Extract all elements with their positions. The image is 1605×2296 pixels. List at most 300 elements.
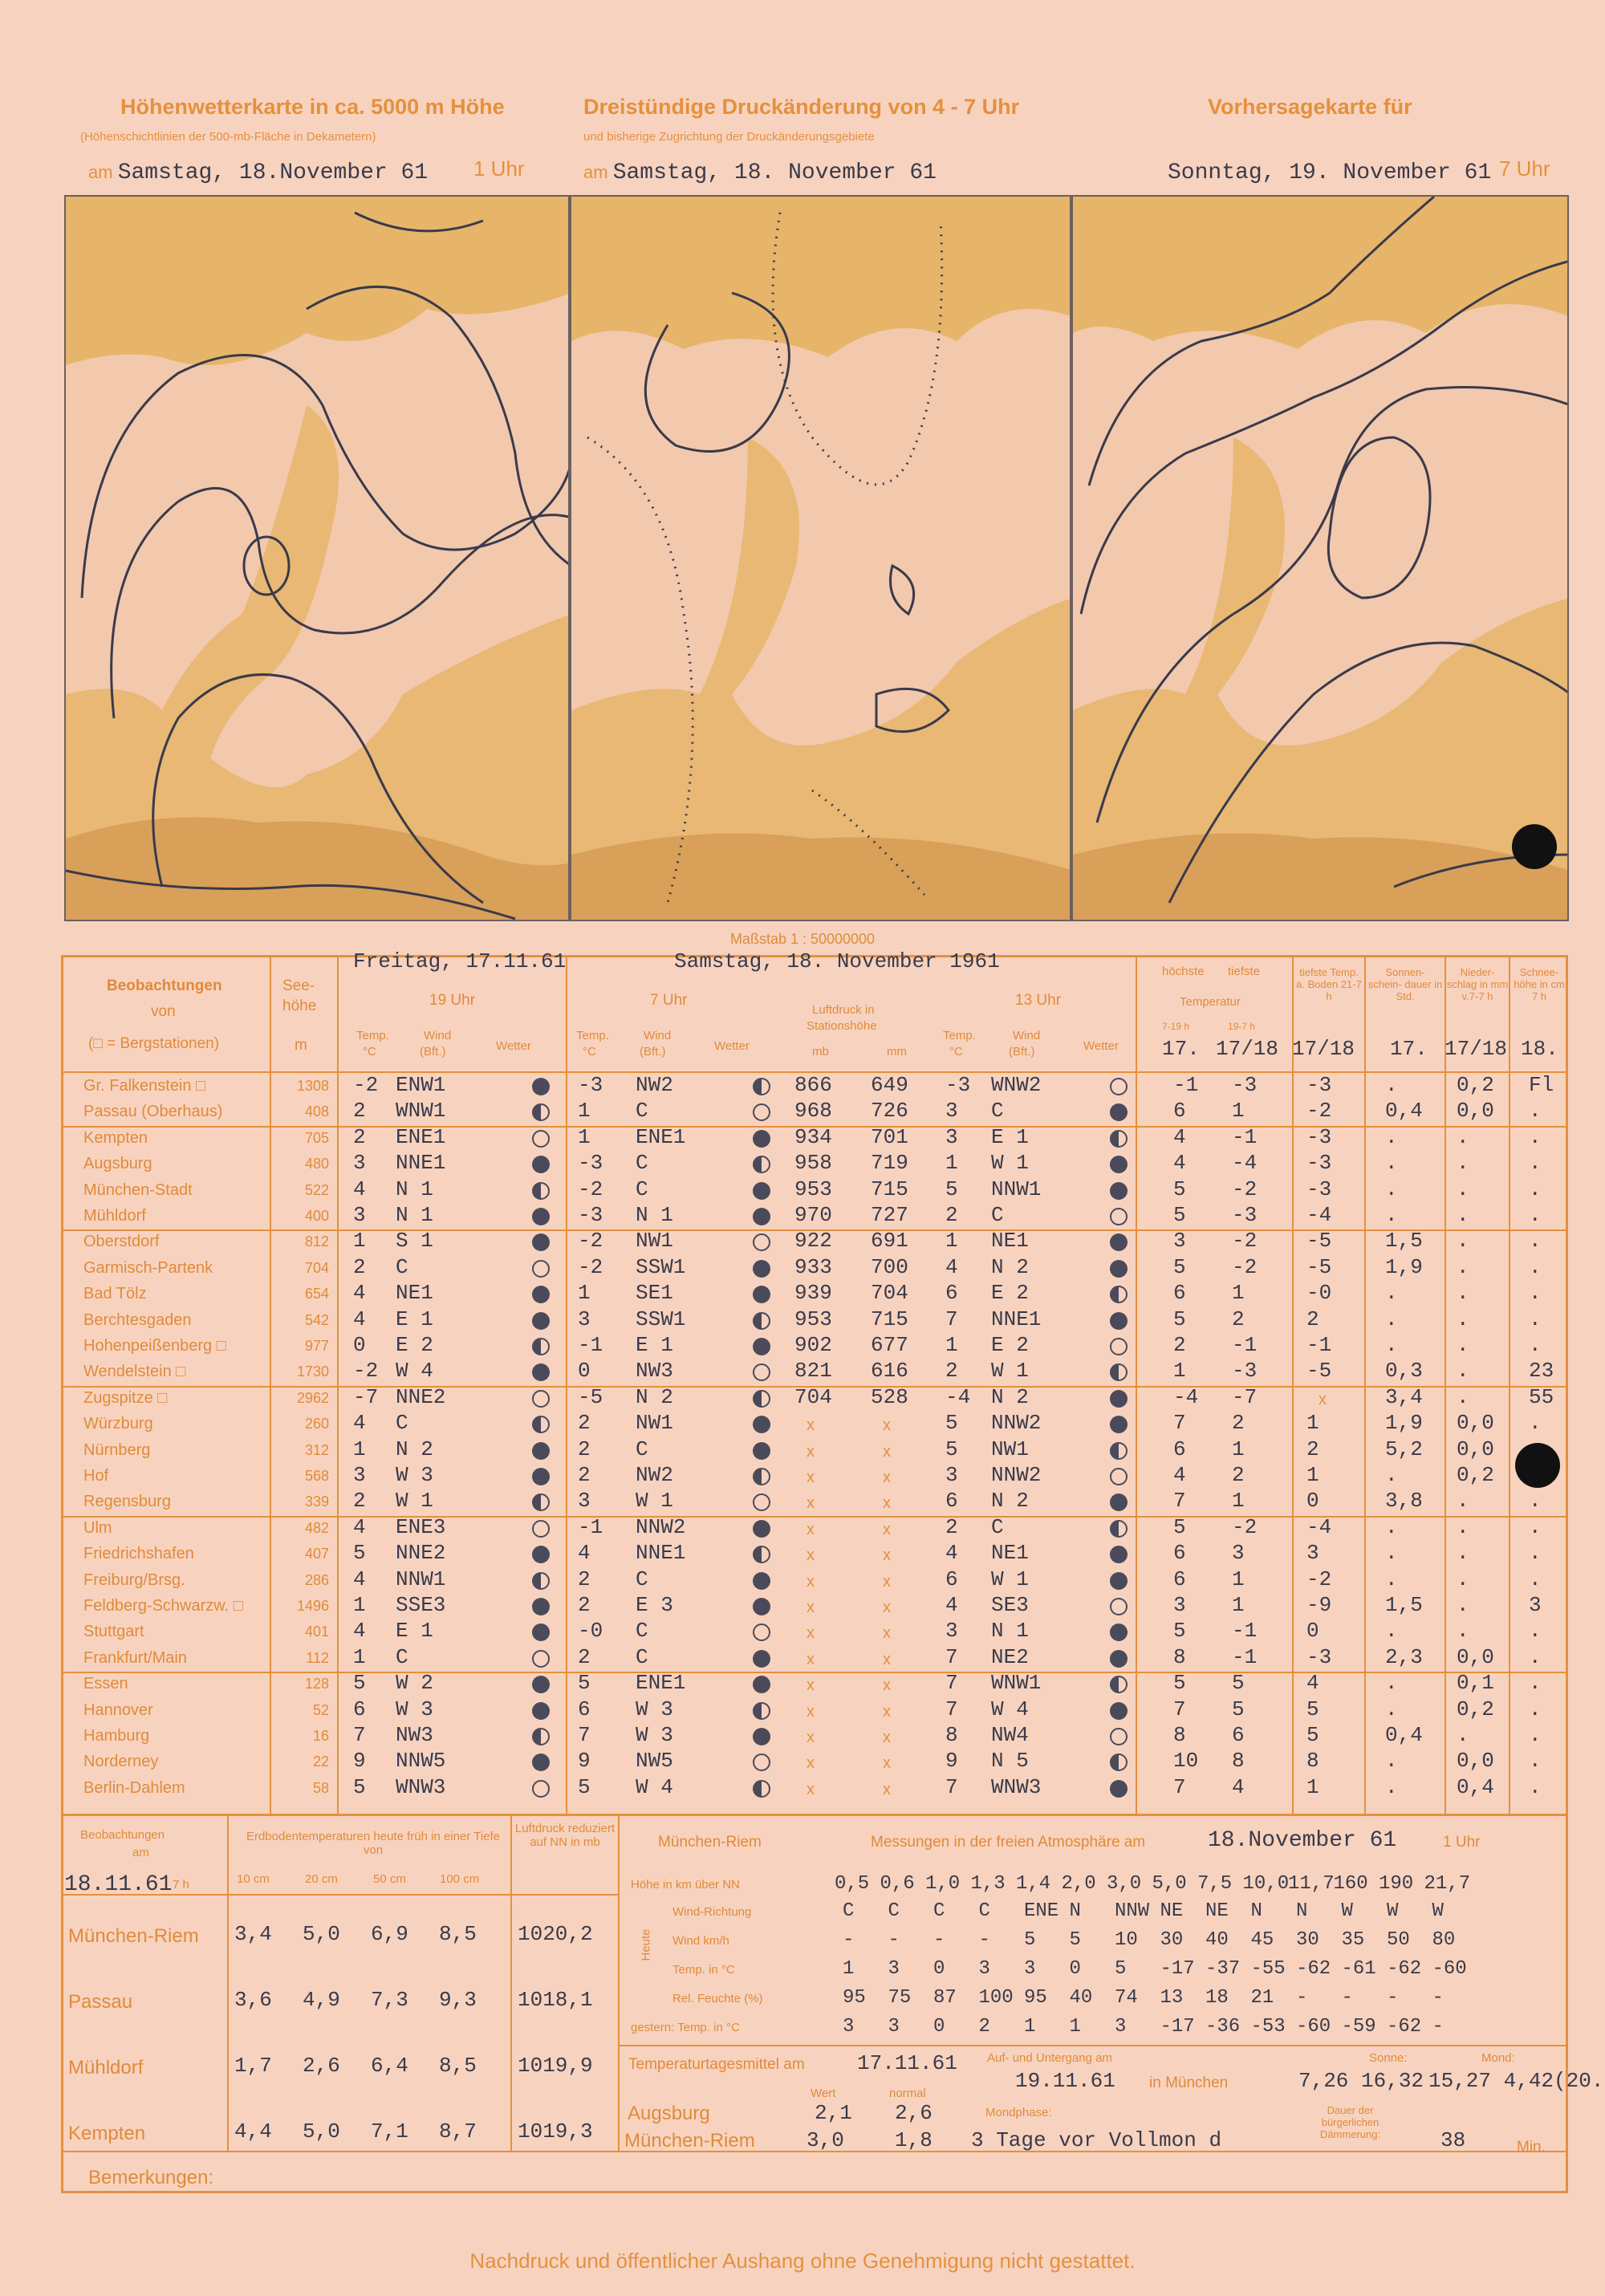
obs-t1: 1 [353, 1229, 366, 1254]
obs-rain: . [1457, 1254, 1469, 1279]
obs-mb: x [807, 1702, 815, 1721]
hdr-d17: 17. [1162, 1037, 1200, 1061]
obs-mm: 677 [871, 1333, 908, 1357]
obs-w1: ENE3 [396, 1514, 446, 1539]
weather-symbol [1110, 1442, 1128, 1460]
map-subtitle-left: (Höhenschichtlinien der 500-mb-Fläche in Dekametern) [80, 130, 376, 144]
obs-t1: 4 [353, 1176, 366, 1201]
station-name: Friedrichshafen [83, 1545, 194, 1563]
weather-symbol [1110, 1702, 1128, 1720]
obs-max: 4 [1173, 1151, 1186, 1176]
obs-t3: 1 [945, 1229, 958, 1254]
obs-t1: 2 [353, 1254, 366, 1279]
obs-max: 7 [1173, 1489, 1186, 1514]
hdr-stationshoehe: Stationshöhe [807, 1019, 877, 1033]
obs-snow: . [1529, 1671, 1542, 1696]
obs-tb: -3 [1306, 1073, 1332, 1097]
soil-am: am [132, 1846, 149, 1859]
obs-t2: 0 [578, 1359, 591, 1384]
ua-value: 3 [978, 1958, 990, 1980]
station-altitude: 400 [304, 1208, 329, 1224]
obs-min: 6 [1232, 1723, 1245, 1747]
obs-mm: 616 [871, 1359, 908, 1384]
ua-value: - [933, 1929, 945, 1951]
ua-value: C [843, 1900, 855, 1922]
obs-tb: 3 [1306, 1541, 1319, 1566]
hdr-mm: mm [887, 1045, 907, 1059]
weather-symbol [753, 1130, 770, 1148]
obs-t1: 3 [353, 1463, 366, 1487]
station-altitude: 522 [304, 1181, 329, 1198]
ua-height: 1,3 [970, 1873, 1006, 1895]
obs-w2: NW1 [636, 1411, 673, 1436]
obs-tb: -2 [1306, 1567, 1332, 1591]
soil-pressure: 1020,2 [518, 1922, 593, 1946]
upper-air-heute: Heute [639, 1928, 653, 1961]
station-name: Würzburg [83, 1415, 153, 1433]
ua-height: 1,0 [925, 1873, 961, 1895]
obs-max: -1 [1173, 1073, 1199, 1097]
soil-pressure: 1019,3 [518, 2119, 593, 2144]
map-time-left: 1 Uhr [473, 156, 525, 181]
ua-value: - [1432, 2016, 1444, 2038]
soil-value: 6,4 [371, 2054, 408, 2078]
station-name: Passau (Oberhaus) [83, 1103, 223, 1121]
obs-min: 1 [1232, 1593, 1245, 1617]
hdr-sat-13: 13 Uhr [1015, 992, 1062, 1009]
ua-value: 50 [1387, 1929, 1410, 1951]
obs-t3: 1 [945, 1151, 958, 1176]
hdr-friday: Freitag, 17.11.61 [353, 949, 567, 973]
station-altitude: 128 [304, 1676, 329, 1693]
obs-rain: . [1457, 1384, 1469, 1409]
obs-t3: 2 [945, 1514, 958, 1539]
hdr-hoechste: höchste [1162, 965, 1205, 978]
ua-value: N [1250, 1900, 1262, 1922]
obs-t1: -2 [353, 1073, 379, 1097]
obs-w3: WNW2 [991, 1073, 1042, 1097]
station-name: Garmisch-Partenk [83, 1258, 213, 1277]
obs-tb: 5 [1306, 1723, 1319, 1747]
obs-w1: N 2 [396, 1437, 433, 1461]
obs-t1: 5 [353, 1671, 366, 1696]
obs-min: 3 [1232, 1541, 1245, 1566]
ua-value: ENE [1024, 1900, 1059, 1922]
obs-t3: 8 [945, 1723, 958, 1747]
weather-symbol [532, 1702, 550, 1720]
obs-t1: 5 [353, 1541, 366, 1566]
obs-min: -1 [1232, 1619, 1258, 1644]
obs-mb: x [807, 1469, 815, 1486]
station-altitude: 977 [304, 1338, 329, 1354]
obs-mb: x [807, 1520, 815, 1538]
obs-mb: x [807, 1650, 815, 1668]
obs-w3: NW4 [991, 1723, 1029, 1747]
obs-snow: Fl [1529, 1073, 1554, 1097]
forecast-map [1071, 195, 1569, 921]
station-altitude: 312 [304, 1441, 329, 1458]
bottom-divider [227, 1816, 229, 2151]
map-title-left: Höhenwetterkarte in ca. 5000 m Höhe [120, 95, 505, 119]
obs-min: 8 [1232, 1749, 1245, 1774]
obs-max: 6 [1173, 1099, 1186, 1124]
soil-value: 3,6 [234, 1988, 272, 2012]
map-subtitle-middle: und bisherige Zugrichtung der Druckänderungsgebiete [583, 130, 875, 144]
weather-symbol [753, 1728, 770, 1745]
ua-value: 87 [933, 1987, 957, 2009]
ua-value: - [978, 1929, 990, 1951]
obs-t2: -5 [578, 1384, 603, 1409]
obs-rain: . [1457, 1176, 1469, 1201]
obs-t3: 5 [945, 1176, 958, 1201]
ua-value: 35 [1341, 1929, 1365, 1951]
station-name: Wendelstein □ [83, 1363, 186, 1381]
hdr-schneehoehe: Schnee- höhe in cm 7 h [1514, 966, 1565, 1002]
obs-t3: 4 [945, 1254, 958, 1279]
soil-station: Mühldorf [68, 2057, 144, 2079]
obs-mb: x [807, 1572, 815, 1591]
weather-symbol [753, 1442, 770, 1460]
weather-symbol [753, 1078, 770, 1095]
weather-symbol [532, 1130, 550, 1148]
ua-value: 40 [1069, 1987, 1093, 2009]
obs-t3: 4 [945, 1593, 958, 1617]
obs-t1: 7 [353, 1723, 366, 1747]
obs-snow: 55 [1529, 1384, 1554, 1409]
obs-snow: . [1529, 1229, 1542, 1254]
obs-t2: -1 [578, 1333, 603, 1357]
obs-snow: . [1529, 1306, 1542, 1331]
obs-w2: NW3 [636, 1359, 673, 1384]
ua-height: 0,5 [835, 1873, 870, 1895]
obs-t2: 6 [578, 1697, 591, 1721]
obs-snow: . [1529, 1151, 1542, 1176]
bemerkungen-label: Bemerkungen: [88, 2167, 214, 2188]
ua-value: -60 [1296, 2016, 1331, 2038]
obs-w2: N 1 [636, 1203, 673, 1227]
ua-value: 30 [1296, 1929, 1319, 1951]
obs-t1: 4 [353, 1411, 366, 1436]
obs-max: 4 [1173, 1124, 1186, 1149]
obs-sun: . [1385, 1619, 1398, 1644]
obs-w3: NE1 [991, 1229, 1029, 1254]
ua-value: -60 [1432, 1958, 1467, 1980]
obs-sun: . [1385, 1697, 1398, 1721]
hdr-19-7: 19-7 h [1228, 1021, 1256, 1032]
ua-value: 45 [1250, 1929, 1274, 1951]
obs-mm: x [883, 1572, 891, 1591]
obs-min: 5 [1232, 1697, 1245, 1721]
obs-w2: ENE1 [636, 1671, 686, 1696]
obs-t2: 2 [578, 1567, 591, 1591]
obs-w2: C [636, 1151, 648, 1176]
obs-t3: -3 [945, 1073, 971, 1097]
muenchen-wert: 3,0 [807, 2128, 844, 2152]
tagesmittel-normal: normal [889, 2087, 926, 2100]
obs-rain: . [1457, 1567, 1469, 1591]
obs-rain: 0,0 [1457, 1099, 1494, 1124]
obs-snow: . [1529, 1176, 1542, 1201]
hdr-luftdruck: Luftdruck in [812, 1003, 875, 1017]
bottom-divider [618, 1816, 620, 2151]
ua-height: 2,0 [1061, 1873, 1096, 1895]
obs-mm: x [883, 1416, 891, 1435]
obs-t1: 1 [353, 1593, 366, 1617]
obs-mm: x [883, 1520, 891, 1538]
station-name: Hof [83, 1467, 109, 1485]
obs-w1: NNW5 [396, 1749, 446, 1774]
weather-symbol [532, 1598, 550, 1615]
station-name: Regensburg [83, 1493, 171, 1511]
hdr-saturday: Samstag, 18. November 1961 [674, 949, 1000, 973]
obs-w1: ENE1 [396, 1124, 446, 1149]
obs-t2: 5 [578, 1774, 591, 1799]
obs-t3: -4 [945, 1384, 971, 1409]
obs-w1: NE1 [396, 1281, 433, 1306]
obs-w1: WNW3 [396, 1774, 446, 1799]
ua-height: 0,6 [880, 1873, 915, 1895]
obs-t1: 4 [353, 1514, 366, 1539]
obs-t1: 6 [353, 1697, 366, 1721]
obs-w3: N 1 [991, 1619, 1029, 1644]
hdr-wind: Wind [644, 1029, 672, 1042]
obs-snow: . [1529, 1774, 1542, 1799]
station-name: Essen [83, 1675, 128, 1693]
hdr-7-19: 7-19 h [1162, 1021, 1190, 1032]
weather-symbol [1110, 1780, 1128, 1798]
obs-max: 5 [1173, 1254, 1186, 1279]
station-altitude: 480 [304, 1156, 329, 1172]
ua-value: 10 [1115, 1929, 1138, 1951]
obs-w3: W 4 [991, 1697, 1029, 1721]
obs-t1: 2 [353, 1099, 366, 1124]
obs-max: 6 [1173, 1437, 1186, 1461]
obs-w2: NW1 [636, 1229, 673, 1254]
obs-min: -1 [1232, 1333, 1258, 1357]
obs-snow: . [1529, 1619, 1542, 1644]
obs-t1: 2 [353, 1489, 366, 1514]
soil-pressure: 1019,9 [518, 2054, 593, 2078]
obs-w3: NW1 [991, 1437, 1029, 1461]
soil-pressure-title: Luftdruck reduziert auf NN in mb [514, 1822, 616, 1849]
weather-symbol [1110, 1260, 1128, 1278]
map-title-right: Vorhersagekarte für [1208, 95, 1412, 119]
obs-w1: NNE1 [396, 1151, 446, 1176]
ua-value: W [1387, 1900, 1399, 1922]
obs-w2: NW2 [636, 1463, 673, 1487]
obs-sun: . [1385, 1073, 1398, 1097]
hdr-temp: Temp. [356, 1029, 389, 1042]
obs-rain: 0,1 [1457, 1671, 1494, 1696]
in-muenchen: in München [1149, 2075, 1229, 2091]
obs-t3: 6 [945, 1567, 958, 1591]
group-divider [61, 1516, 1568, 1518]
obs-t3: 7 [945, 1774, 958, 1799]
obs-t2: 2 [578, 1437, 591, 1461]
weather-symbol [532, 1260, 550, 1278]
obs-mm: 715 [871, 1176, 908, 1201]
weather-symbol [532, 1442, 550, 1460]
obs-w2: ENE1 [636, 1124, 686, 1149]
obs-rain: . [1457, 1593, 1469, 1617]
obs-min: -2 [1232, 1514, 1258, 1539]
obs-t2: 2 [578, 1593, 591, 1617]
hdr-wind-unit: (Bft.) [640, 1045, 666, 1059]
ua-value: - [843, 1929, 855, 1951]
ua-value: -37 [1205, 1958, 1241, 1980]
ua-value: -55 [1250, 1958, 1286, 1980]
obs-w2: NW2 [636, 1073, 673, 1097]
obs-w1: SSE3 [396, 1593, 446, 1617]
ua-value: -17 [1160, 1958, 1195, 1980]
obs-rain: . [1457, 1124, 1469, 1149]
obs-sun: 3,4 [1385, 1384, 1423, 1409]
obs-sun: 1,5 [1385, 1229, 1423, 1254]
ua-value: 3 [1024, 1958, 1036, 1980]
obs-w3: WNW3 [991, 1774, 1042, 1799]
obs-w1: C [396, 1644, 408, 1669]
obs-min: -2 [1232, 1176, 1258, 1201]
obs-w3: NE2 [991, 1644, 1029, 1669]
upper-air-station: München-Riem [658, 1834, 762, 1851]
upper-air-title: Messungen in der freien Atmosphäre am [871, 1834, 1146, 1851]
obs-w2: NW5 [636, 1749, 673, 1774]
obs-mb: 953 [794, 1176, 832, 1201]
obs-sun: 5,2 [1385, 1437, 1423, 1461]
obs-sun: . [1385, 1514, 1398, 1539]
ua-value: -59 [1341, 2016, 1376, 2038]
obs-min: 1 [1232, 1567, 1245, 1591]
obs-w2: W 4 [636, 1774, 673, 1799]
obs-w3: NNW1 [991, 1176, 1042, 1201]
ua-value: 1 [1069, 2016, 1081, 2038]
obs-sun: . [1385, 1333, 1398, 1357]
obs-t3: 6 [945, 1281, 958, 1306]
obs-t1: 3 [353, 1151, 366, 1176]
station-name: Bad Tölz [83, 1285, 147, 1303]
hdr-d18: 18. [1521, 1037, 1558, 1061]
obs-min: 5 [1232, 1671, 1245, 1696]
obs-mm: 726 [871, 1099, 908, 1124]
obs-min: 1 [1232, 1099, 1245, 1124]
ua-value: 3 [888, 2016, 900, 2038]
ua-value: C [933, 1900, 945, 1922]
weather-symbol [1110, 1468, 1128, 1485]
obs-mm: 701 [871, 1124, 908, 1149]
obs-tb: 0 [1306, 1489, 1319, 1514]
obs-t2: 2 [578, 1463, 591, 1487]
obs-t1: 5 [353, 1774, 366, 1799]
ua-value: 3 [843, 2016, 855, 2038]
obs-tb: 1 [1306, 1463, 1319, 1487]
obs-t1: 0 [353, 1333, 366, 1357]
station-altitude: 260 [304, 1416, 329, 1432]
hdr-bergstationen: (□ = Bergstationen) [88, 1035, 220, 1052]
ua-row-label: Rel. Feuchte (%) [672, 1992, 763, 2005]
obs-w3: C [991, 1514, 1004, 1539]
daemmerung-label: Dauer der bürgerlichen Dämmerung: [1319, 2104, 1381, 2140]
obs-t2: -0 [578, 1619, 603, 1644]
obs-w1: E 2 [396, 1333, 433, 1357]
ua-row-label: Temp. in °C [672, 1963, 735, 1977]
obs-w2: NNE1 [636, 1541, 686, 1566]
obs-sun: 0,4 [1385, 1099, 1423, 1124]
obs-t3: 3 [945, 1619, 958, 1644]
obs-tb: -3 [1306, 1644, 1332, 1669]
obs-mb: 970 [794, 1203, 832, 1227]
obs-max: -4 [1173, 1384, 1199, 1409]
obs-snow: . [1529, 1124, 1542, 1149]
obs-sun: . [1385, 1774, 1398, 1799]
ua-value: N [1069, 1900, 1081, 1922]
soil-value: 8,7 [439, 2119, 477, 2144]
obs-mm: 704 [871, 1281, 908, 1306]
obs-snow: . [1529, 1099, 1542, 1124]
station-altitude: 22 [312, 1753, 329, 1770]
weather-symbol [1110, 1130, 1128, 1148]
ua-value: -62 [1296, 1958, 1331, 1980]
station-altitude: 1308 [296, 1078, 329, 1094]
obs-mb: 958 [794, 1151, 832, 1176]
obs-rain: 0,4 [1457, 1774, 1494, 1799]
ua-value: 5 [1115, 1958, 1127, 1980]
station-altitude: 408 [304, 1103, 329, 1120]
obs-tb: -0 [1306, 1281, 1332, 1306]
obs-mm: 719 [871, 1151, 908, 1176]
station-altitude: 482 [304, 1519, 329, 1536]
obs-rain: . [1457, 1203, 1469, 1227]
obs-mm: x [883, 1676, 891, 1695]
obs-sun: . [1385, 1749, 1398, 1774]
hdr-d17: 17. [1390, 1037, 1428, 1061]
soil-date: 18.11.61 [64, 1872, 173, 1897]
obs-mm: x [883, 1469, 891, 1486]
obs-t1: 4 [353, 1281, 366, 1306]
obs-mm: x [883, 1442, 891, 1461]
mond-value: 15,27 4,42(20. [1428, 2069, 1604, 2093]
obs-w3: W 1 [991, 1567, 1029, 1591]
hdr-wetter: Wetter [496, 1039, 531, 1053]
hdr-beobachtungen: Beobachtungen [107, 977, 222, 994]
ua-value: C [978, 1900, 990, 1922]
obs-t3: 5 [945, 1437, 958, 1461]
obs-max: 2 [1173, 1333, 1186, 1357]
hdr-wind: Wind [424, 1029, 452, 1042]
station-name: Mühldorf [83, 1207, 146, 1225]
obs-mb: x [807, 1676, 815, 1695]
obs-tb: -4 [1306, 1203, 1332, 1227]
weather-symbol [753, 1702, 770, 1720]
obs-sun: . [1385, 1463, 1398, 1487]
weather-symbol [1110, 1312, 1128, 1330]
obs-rain: 0,0 [1457, 1749, 1494, 1774]
obs-rain: 0,2 [1457, 1463, 1494, 1487]
obs-max: 3 [1173, 1593, 1186, 1617]
weather-symbol [1110, 1338, 1128, 1355]
obs-sun: 1,5 [1385, 1593, 1423, 1617]
sonne-value: 7,26 16,32 [1298, 2069, 1424, 2093]
obs-t1: 1 [353, 1644, 366, 1669]
ua-row-label: Wind-Richtung [672, 1905, 752, 1919]
weather-symbol [753, 1338, 770, 1355]
ua-value: - [1387, 1987, 1399, 2009]
weather-symbol [1110, 1650, 1128, 1668]
obs-tb: -1 [1306, 1333, 1332, 1357]
obs-max: 5 [1173, 1671, 1186, 1696]
obs-t2: 3 [578, 1306, 591, 1331]
obs-sun: . [1385, 1567, 1398, 1591]
obs-t2: -1 [578, 1514, 603, 1539]
